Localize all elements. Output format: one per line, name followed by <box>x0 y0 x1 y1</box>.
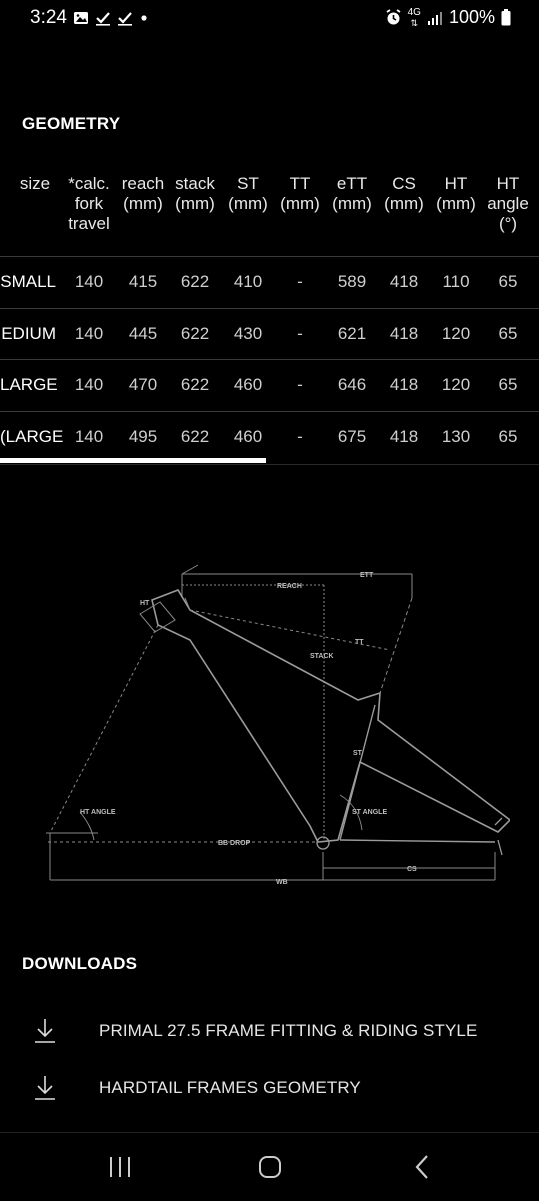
reach-label: REACH <box>277 583 302 590</box>
value-cell-tt: - <box>297 272 303 291</box>
value-cell-htangle: 65 <box>498 375 518 394</box>
column-header-line: (mm) <box>332 194 372 213</box>
column-header-tt <box>273 174 327 214</box>
value-cell-reach: 415 <box>128 272 158 291</box>
download-item-hardtail-geometry[interactable] <box>30 1068 510 1108</box>
column-header-line: eTT <box>336 174 368 193</box>
value-cell-st: 430 <box>233 323 263 343</box>
downloads-heading: DOWNLOADS <box>22 954 138 973</box>
network-type <box>408 8 421 28</box>
column-header-line: stack <box>175 174 215 193</box>
data-arrows-icon: ⇅ <box>410 17 419 28</box>
value-cell-fork: 140 <box>74 375 104 394</box>
alarm-icon <box>385 9 402 26</box>
network-label: 4G <box>407 6 421 18</box>
value-cell-reach: 495 <box>128 426 158 446</box>
home-icon[interactable] <box>250 1149 290 1185</box>
table-bottom-divider <box>0 464 539 465</box>
value-cell-ht: 120 <box>441 375 471 394</box>
battery-icon <box>501 9 511 26</box>
column-header-line: (°) <box>498 214 518 233</box>
tt-label: TT <box>355 639 364 646</box>
column-header-line: CS <box>392 174 416 193</box>
geometry-table[interactable] <box>0 170 539 465</box>
column-header-cs <box>377 174 431 214</box>
value-cell-htangle: 65 <box>498 426 518 446</box>
column-header-line: (mm) <box>384 194 424 213</box>
column-header-line: fork <box>74 194 104 213</box>
system-nav-bar <box>0 1132 539 1201</box>
table-header <box>0 174 539 254</box>
column-header-line: (mm) <box>280 194 320 213</box>
table-row <box>0 256 539 308</box>
column-header-line: *calc. <box>68 174 110 193</box>
bb-drop-label: BB DROP <box>218 840 251 847</box>
column-header-line: travel <box>68 214 110 233</box>
ett-label: ETT <box>360 572 374 579</box>
frame-geometry-diagram <box>40 550 510 895</box>
value-cell-ett: 621 <box>337 323 367 343</box>
column-header-line: HT <box>496 174 520 193</box>
column-header-htangle <box>481 174 535 234</box>
column-header-ht <box>429 174 483 214</box>
value-cell-cs: 418 <box>389 272 419 291</box>
value-cell-tt: - <box>297 375 303 394</box>
column-header-ett <box>325 174 379 214</box>
st-label: ST <box>353 750 362 757</box>
download-icon <box>30 1016 60 1046</box>
value-cell-ett: 589 <box>337 272 367 291</box>
value-cell-ht: 130 <box>441 426 471 446</box>
value-cell-cs: 418 <box>389 426 419 446</box>
horizontal-scrollbar[interactable] <box>0 458 266 463</box>
download-item-frame-fitting[interactable] <box>30 1011 510 1051</box>
signal-icon <box>427 11 443 25</box>
value-cell-ht: 110 <box>442 272 470 291</box>
value-cell-reach: 445 <box>128 323 158 343</box>
back-icon[interactable] <box>402 1149 442 1185</box>
table-row <box>0 411 539 463</box>
value-cell-stack: 622 <box>180 272 210 291</box>
dot-icon <box>139 13 149 23</box>
column-header-reach <box>116 174 170 214</box>
value-cell-stack: 622 <box>180 323 210 343</box>
value-cell-stack: 622 <box>180 375 210 394</box>
wb-label: WB <box>276 879 288 886</box>
download-label[interactable]: PRIMAL 27.5 FRAME FITTING & RIDING STYLE <box>99 1021 478 1040</box>
cs-label: CS <box>407 866 417 873</box>
ht-label: HT <box>140 600 150 607</box>
size-cell: LARGE <box>0 375 58 394</box>
check-icon <box>95 10 111 26</box>
column-header-line: size <box>19 174 51 193</box>
size-cell: EDIUM <box>1 323 56 343</box>
check-icon <box>117 10 133 26</box>
value-cell-tt: - <box>297 323 303 343</box>
size-cell: (LARGE <box>0 426 64 446</box>
value-cell-fork: 140 <box>74 426 104 446</box>
column-header-line: HT <box>444 174 468 193</box>
value-cell-stack: 622 <box>180 426 210 446</box>
stack-label: STACK <box>310 653 334 660</box>
column-header-size <box>8 174 62 194</box>
value-cell-st: 460 <box>233 375 263 394</box>
column-header-line: reach <box>121 174 165 193</box>
column-header-line: (mm) <box>175 194 215 213</box>
column-header-line: (mm) <box>228 194 268 213</box>
st-angle-label: ST ANGLE <box>352 809 388 816</box>
ht-angle-label: HT ANGLE <box>80 809 116 816</box>
column-header-line: (mm) <box>123 194 163 213</box>
value-cell-st: 410 <box>233 272 263 291</box>
value-cell-fork: 140 <box>74 272 104 291</box>
table-row <box>0 308 539 360</box>
table-row <box>0 359 539 411</box>
value-cell-st: 460 <box>233 426 263 446</box>
status-bar <box>0 0 539 36</box>
download-icon <box>30 1073 60 1103</box>
value-cell-htangle: 65 <box>498 323 518 343</box>
download-label[interactable]: HARDTAIL FRAMES GEOMETRY <box>99 1078 361 1097</box>
column-header-line: (mm) <box>436 194 476 213</box>
column-header-fork <box>62 174 116 234</box>
value-cell-htangle: 65 <box>498 272 518 291</box>
value-cell-fork: 140 <box>74 323 104 343</box>
column-header-line: TT <box>289 174 311 193</box>
value-cell-ett: 646 <box>337 375 367 394</box>
value-cell-cs: 418 <box>389 375 419 394</box>
value-cell-tt: - <box>297 426 303 446</box>
clock: 3:24 <box>30 7 67 28</box>
column-header-line: ST <box>237 174 259 193</box>
geometry-heading: GEOMETRY <box>22 114 121 133</box>
battery-percent: 100% <box>448 7 495 27</box>
size-cell: SMALL <box>0 272 56 291</box>
column-header-stack <box>168 174 222 214</box>
value-cell-ett: 675 <box>337 426 367 446</box>
column-header-st <box>221 174 275 214</box>
column-header-line: angle <box>487 194 529 213</box>
image-icon <box>73 10 89 26</box>
value-cell-reach: 470 <box>128 375 158 394</box>
recent-apps-icon[interactable] <box>100 1149 140 1185</box>
value-cell-ht: 120 <box>441 323 471 343</box>
value-cell-cs: 418 <box>389 323 419 343</box>
